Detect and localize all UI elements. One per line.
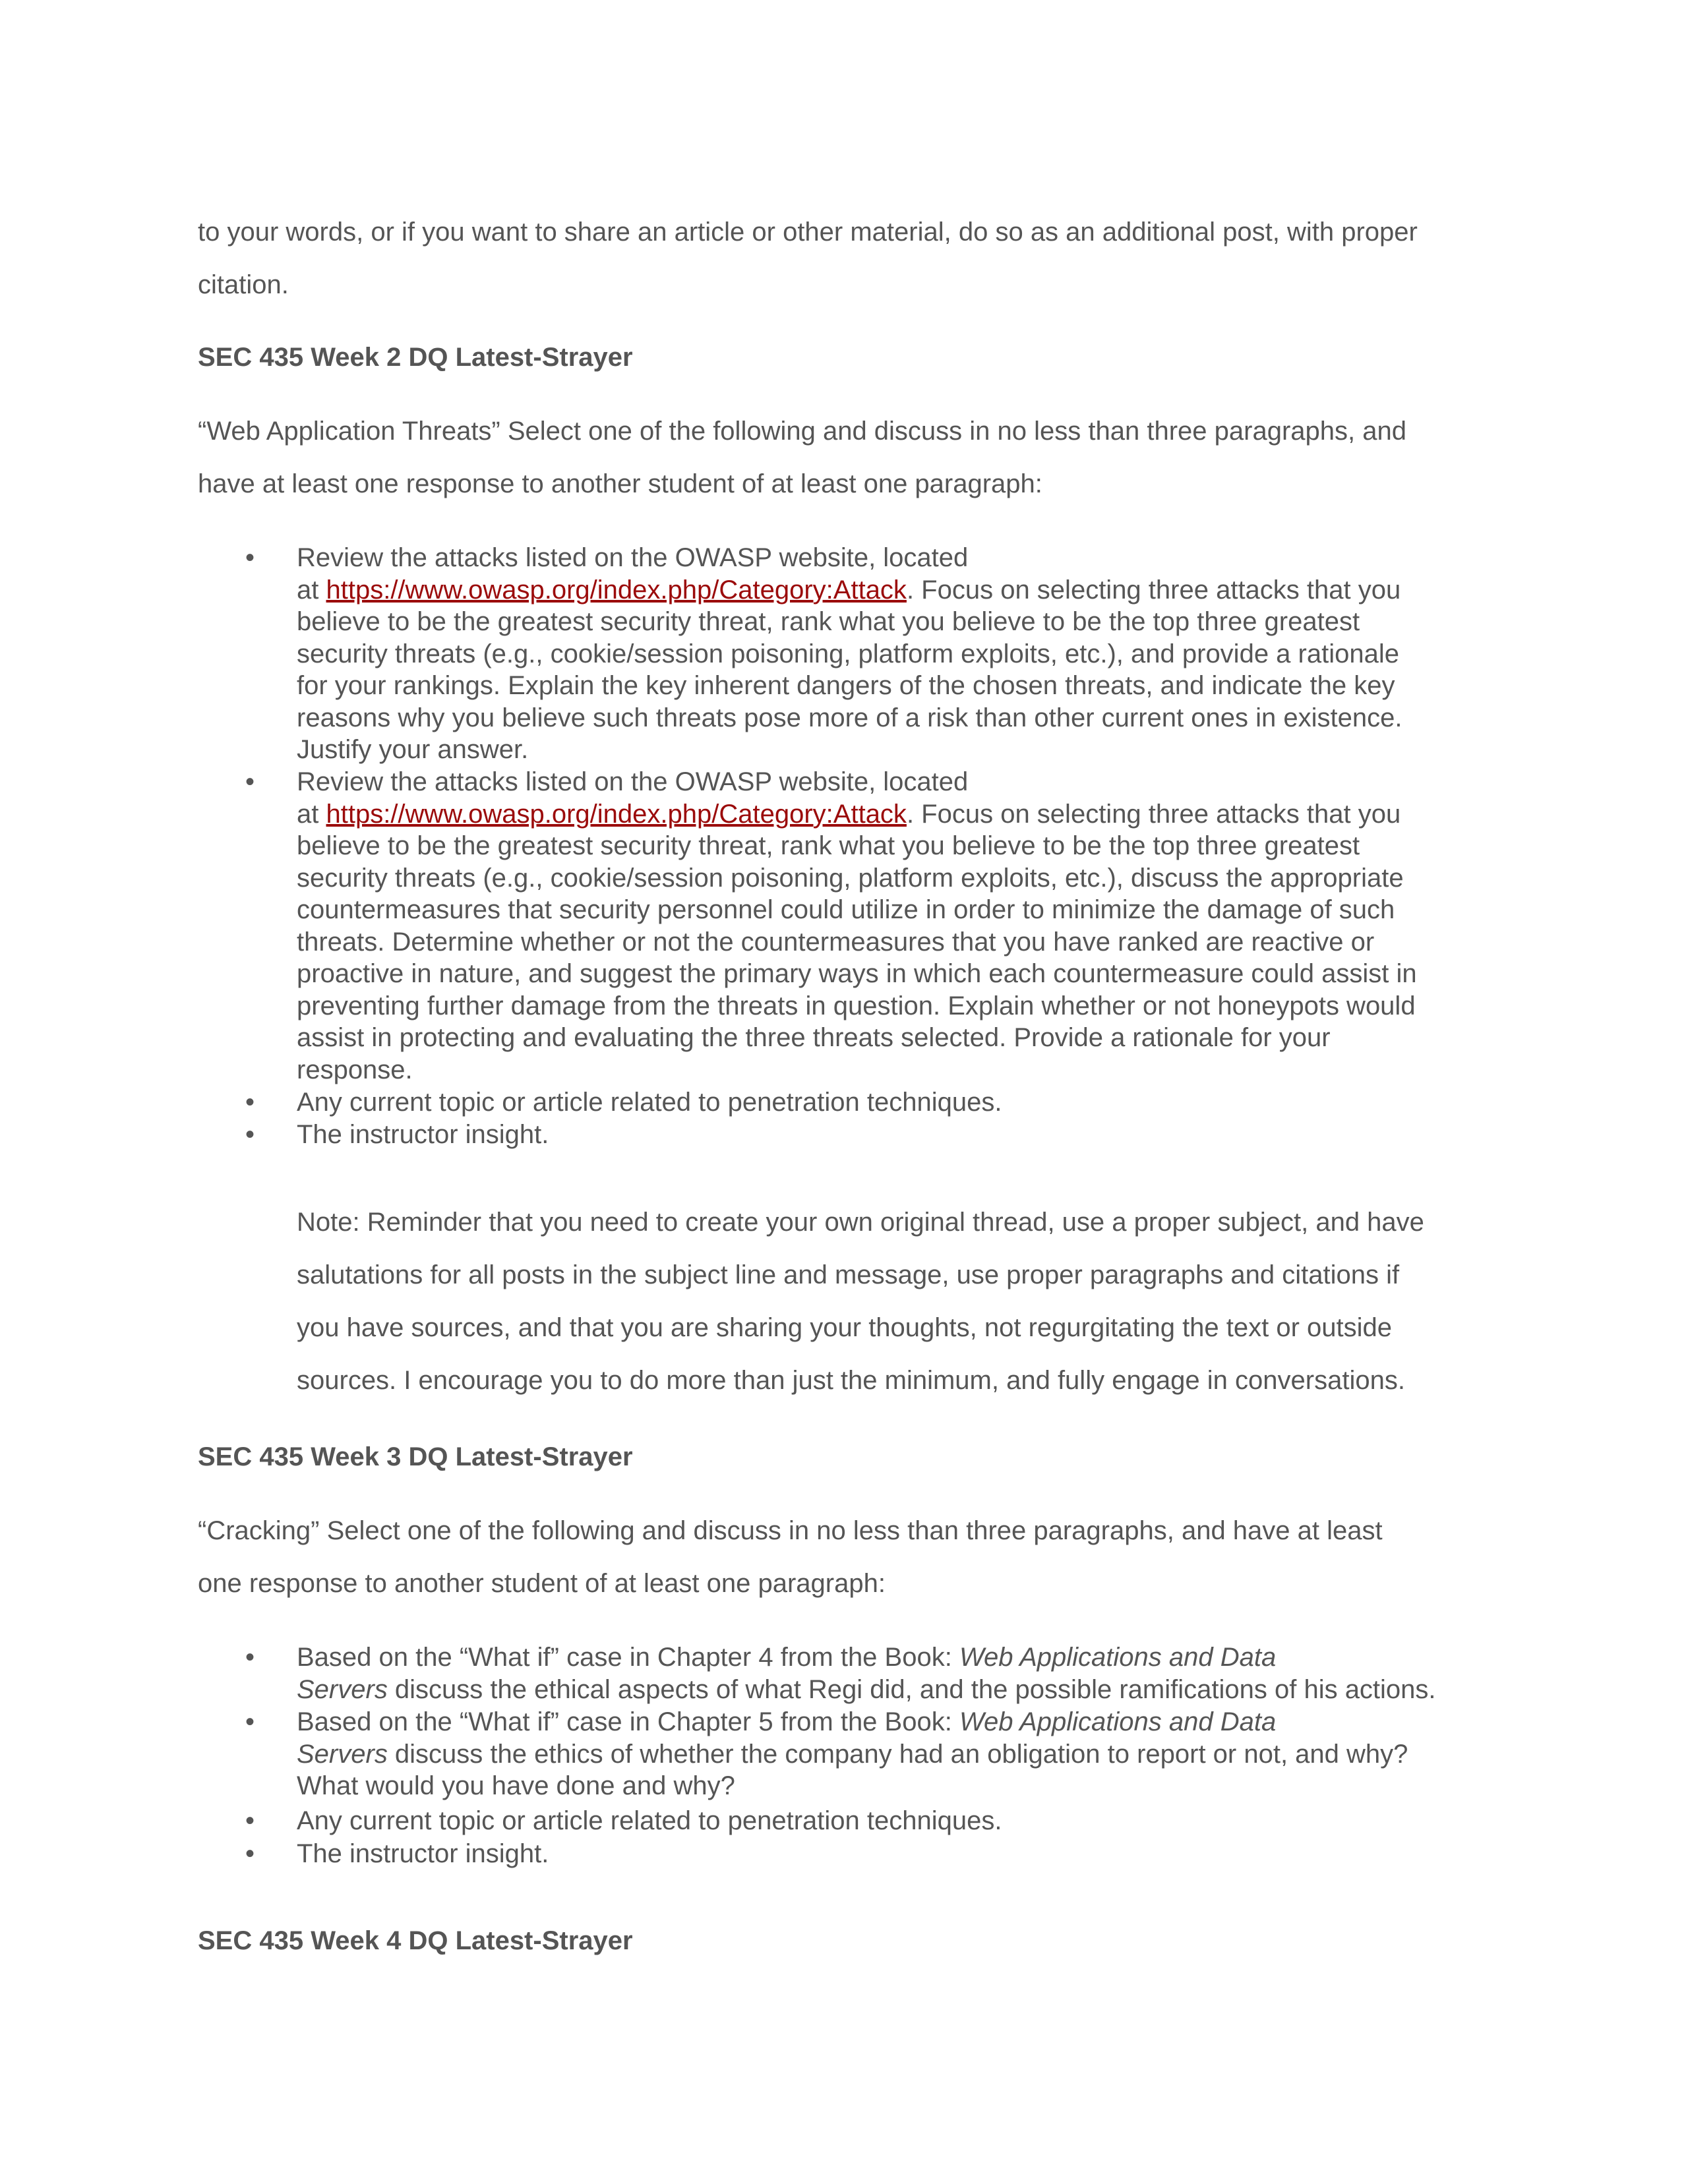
note-line: Note: Reminder that you need to create your own original thread, use a proper subject, and have <box>297 1208 1424 1237</box>
section-heading-week2: SEC 435 Week 2 DQ Latest-Strayer <box>198 343 633 372</box>
intro-line: to your words, or if you want to share an article or other material, do so as an additional post, with proper <box>198 218 1418 247</box>
section-heading-week3: SEC 435 Week 3 DQ Latest-Strayer <box>198 1442 633 1471</box>
week2-prompt: have at least one response to another student of at least one paragraph: <box>198 469 1042 498</box>
book-title: Web Applications and Data <box>959 1643 1277 1672</box>
bullet-icon: • <box>245 1088 255 1117</box>
bullet-icon: • <box>245 1707 255 1736</box>
week3-prompt: one response to another student of at least one paragraph: <box>198 1569 886 1598</box>
section-heading-week4: SEC 435 Week 4 DQ Latest-Strayer <box>198 1926 633 1955</box>
bullet-icon: • <box>245 1120 255 1149</box>
note-line: salutations for all posts in the subject line and message, use proper paragraphs and citations if <box>297 1260 1400 1289</box>
note-line: sources. I encourage you to do more than just the minimum, and fully engage in conversations. <box>297 1366 1405 1395</box>
bullet-icon: • <box>245 1839 255 1868</box>
owasp-attack-link[interactable]: https://www.owasp.org/index.php/Category:Attack <box>326 575 907 605</box>
intro-line: citation. <box>198 270 289 299</box>
bullet-icon: • <box>245 1806 255 1835</box>
book-title: Servers <box>297 1674 388 1704</box>
week3-prompt: “Cracking” Select one of the following and discuss in no less than three paragraphs, and have at least <box>198 1516 1383 1545</box>
bullet-icon: • <box>245 1643 255 1672</box>
week2-prompt: “Web Application Threats” Select one of the following and discuss in no less than three paragraphs, and <box>198 417 1406 446</box>
note-line: you have sources, and that you are sharing your thoughts, not regurgitating the text or outside <box>297 1313 1393 1342</box>
bullet-icon: • <box>245 543 255 572</box>
book-title: Web Applications and Data <box>959 1707 1277 1736</box>
owasp-attack-link[interactable]: https://www.owasp.org/index.php/Category:Attack <box>326 799 907 829</box>
bullet-icon: • <box>245 767 255 796</box>
book-title: Servers <box>297 1739 388 1769</box>
